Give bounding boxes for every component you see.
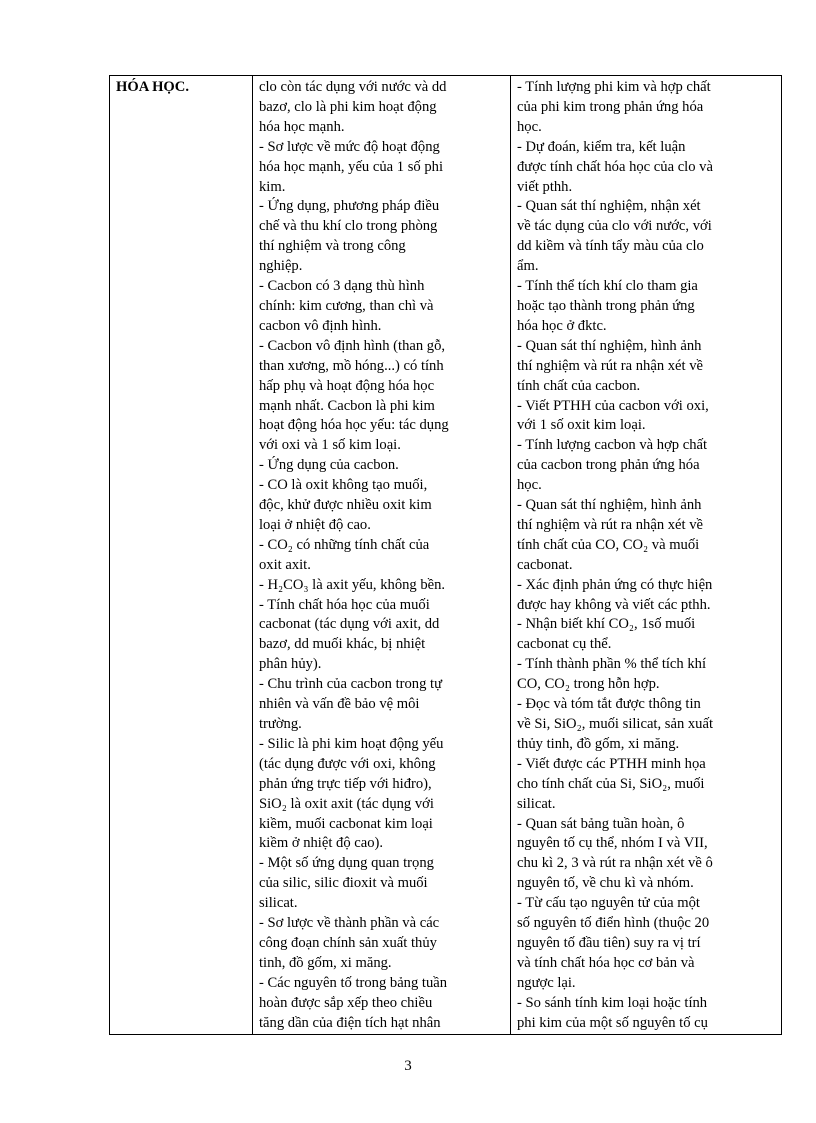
knowledge-line: - H₂CO₃ là axit yếu, không bền.	[259, 576, 446, 593]
skill-line: nguyên tố cụ thể, nhóm I và VII,	[517, 835, 708, 852]
skill-line: chu kì 2, 3 và rút ra nhận xét về ô	[517, 855, 713, 872]
knowledge-line: clo còn tác dụng với nước và dd	[259, 79, 447, 95]
skills-cell	[511, 76, 782, 1035]
knowledge-line: silicat.	[259, 895, 298, 912]
skill-line: - Tính lượng cacbon và hợp chất	[517, 437, 708, 454]
content-table	[109, 75, 782, 1035]
table-row	[110, 76, 782, 1035]
knowledge-line: loại ở nhiệt độ cao.	[259, 516, 371, 533]
knowledge-line: - Các nguyên tố trong bảng tuần	[259, 974, 448, 991]
skill-line: về Si, SiO₂, muối silicat, sản xuất	[517, 716, 714, 732]
skill-line: thí nghiệm và rút ra nhận xét về	[517, 516, 704, 533]
knowledge-line: - Ứng dụng của cacbon.	[259, 457, 399, 474]
knowledge-line: - CO là oxit không tạo muối,	[259, 477, 428, 494]
knowledge-line: - Cacbon vô định hình (than gỗ,	[259, 337, 446, 354]
skill-line: được tính chất hóa học của clo và	[517, 158, 713, 175]
skill-line: - Tính lượng phi kim và hợp chất	[517, 79, 711, 95]
skill-line: được hay không và viết các pthh.	[517, 596, 711, 613]
skill-line: - Từ cấu tạo nguyên tử của một	[517, 895, 700, 912]
knowledge-line: than xương, mồ hóng...) có tính	[259, 357, 444, 374]
knowledge-line: (tác dụng được với oxi, không	[259, 755, 436, 772]
skill-line: dd kiềm và tính tẩy màu của clo	[517, 238, 704, 255]
knowledge-line: độc, khử được nhiều oxit kim	[259, 497, 432, 514]
knowledge-line: mạnh nhất. Cacbon là phi kim	[259, 397, 435, 414]
skill-line: thủy tinh, đồ gốm, xi măng.	[517, 735, 680, 752]
skill-line: nguyên tố, về chu kì và nhóm.	[517, 875, 694, 892]
skill-line: - Viết PTHH của cacbon với oxi,	[517, 397, 709, 414]
knowledge-line: hóa học mạnh.	[259, 118, 345, 135]
skill-line: cacbonat cụ thể.	[517, 636, 612, 653]
knowledge-line: kiềm, muối cacbonat kim loại	[259, 815, 433, 832]
skill-line: của cacbon trong phản ứng hóa	[517, 457, 700, 474]
skill-line: tính chất của CO, CO₂ và muối	[517, 536, 700, 553]
page-number: 3	[404, 1058, 412, 1074]
knowledge-line: kiềm ở nhiệt độ cao).	[259, 835, 384, 852]
knowledge-line: - Silic là phi kim hoạt động yếu	[259, 735, 444, 752]
skill-line: học.	[517, 477, 542, 494]
skill-line: - Viết được các PTHH minh họa	[517, 755, 706, 772]
knowledge-line: nghiệp.	[259, 258, 303, 275]
skill-line: - Quan sát thí nghiệm, hình ảnh	[517, 497, 702, 514]
skill-line: số nguyên tố điển hình (thuộc 20	[517, 915, 710, 932]
skill-line: - Đọc và tóm tắt được thông tin	[517, 696, 701, 713]
knowledge-line: công đoạn chính sản xuất thủy	[259, 934, 437, 951]
skill-line: tính chất của cacbon.	[517, 377, 641, 394]
knowledge-line: - Một số ứng dụng quan trọng	[259, 855, 434, 872]
knowledge-line: bazơ, dd muối khác, bị nhiệt	[259, 636, 426, 653]
subject-label: HÓA HỌC.	[116, 79, 189, 95]
skill-line: học.	[517, 118, 542, 135]
knowledge-line: hoạt động hóa học yếu: tác dụng	[259, 417, 449, 434]
skill-line: - Dự đoán, kiểm tra, kết luận	[517, 138, 686, 155]
knowledge-cell	[253, 76, 511, 1035]
skill-line: thí nghiệm và rút ra nhận xét về	[517, 357, 704, 374]
skill-line: silicat.	[517, 795, 556, 812]
knowledge-line: trường.	[259, 716, 302, 732]
knowledge-line: cacbon vô định hình.	[259, 317, 382, 334]
skill-line: phi kim của một số nguyên tố cụ	[517, 1014, 708, 1031]
knowledge-line: bazơ, clo là phi kim hoạt động	[259, 98, 437, 115]
knowledge-line: thí nghiệm và trong công	[259, 238, 406, 255]
skill-line: - Xác định phản ứng có thực hiện	[517, 576, 713, 593]
knowledge-line: chính: kim cương, than chì và	[259, 297, 434, 314]
knowledge-line: - CO₂ có những tính chất của	[259, 536, 430, 553]
knowledge-line: kim.	[259, 178, 286, 195]
skill-line: nguyên tố đầu tiên) suy ra vị trí	[517, 934, 701, 951]
knowledge-line: - Chu trình của cacbon trong tự	[259, 676, 442, 693]
knowledge-line: - Ứng dụng, phương pháp điều	[259, 198, 440, 215]
skill-line: - Quan sát thí nghiệm, hình ảnh	[517, 337, 702, 354]
knowledge-line: tinh, đồ gốm, xi măng.	[259, 954, 392, 971]
knowledge-line: phản ứng trực tiếp với hiđro),	[259, 775, 432, 792]
knowledge-line: hoàn được sắp xếp theo chiều	[259, 994, 433, 1011]
skill-line: - Quan sát thí nghiệm, nhận xét	[517, 198, 701, 215]
knowledge-line: - Sơ lược về mức độ hoạt động	[259, 138, 440, 155]
knowledge-line: cacbonat (tác dụng với axit, dd	[259, 616, 440, 633]
knowledge-line: - Tính chất hóa học của muối	[259, 596, 430, 613]
knowledge-line: oxit axit.	[259, 556, 311, 573]
skill-line: ngược lại.	[517, 974, 576, 991]
knowledge-line: của silic, silic đioxit và muối	[259, 875, 428, 892]
skill-line: và tính chất hóa học cơ bản và	[517, 954, 695, 971]
subject-cell	[110, 76, 253, 1035]
knowledge-line: chế và thu khí clo trong phòng	[259, 218, 438, 235]
knowledge-line: với oxi và 1 số kim loại.	[259, 437, 401, 454]
skill-line: viết pthh.	[517, 178, 573, 195]
knowledge-line: hấp phụ và hoạt động hóa học	[259, 377, 435, 394]
skill-line: hoặc tạo thành trong phản ứng	[517, 297, 695, 314]
skill-line: - Nhận biết khí CO₂, 1số muối	[517, 616, 696, 633]
knowledge-line: phân hủy).	[259, 656, 322, 673]
skill-line: hóa học ở đktc.	[517, 317, 607, 334]
skill-line: ẩm.	[517, 258, 539, 275]
knowledge-line: hóa học mạnh, yếu của 1 số phi	[259, 158, 443, 175]
skill-line: với 1 số oxit kim loại.	[517, 417, 646, 434]
skill-line: cho tính chất của Si, SiO₂, muối	[517, 775, 705, 792]
knowledge-line: - Cacbon có 3 dạng thù hình	[259, 278, 425, 295]
skill-line: - So sánh tính kim loại hoặc tính	[517, 994, 708, 1011]
skill-line: - Tính thành phần % thể tích khí	[517, 656, 707, 673]
skill-line: - Quan sát bảng tuần hoàn, ô	[517, 815, 685, 832]
knowledge-line: - Sơ lược về thành phần và các	[259, 915, 440, 932]
skill-line: của phi kim trong phản ứng hóa	[517, 98, 704, 115]
knowledge-line: SiO₂ là oxit axit (tác dụng với	[259, 795, 434, 812]
skill-line: - Tính thể tích khí clo tham gia	[517, 278, 698, 295]
skill-line: về tác dụng của clo với nước, với	[517, 218, 712, 235]
knowledge-line: nhiên và vấn đề bảo vệ môi	[259, 696, 420, 713]
skill-line: CO, CO₂ trong hỗn hợp.	[517, 676, 660, 693]
skill-line: cacbonat.	[517, 556, 573, 573]
knowledge-line: tăng dần của điện tích hạt nhân	[259, 1014, 441, 1031]
